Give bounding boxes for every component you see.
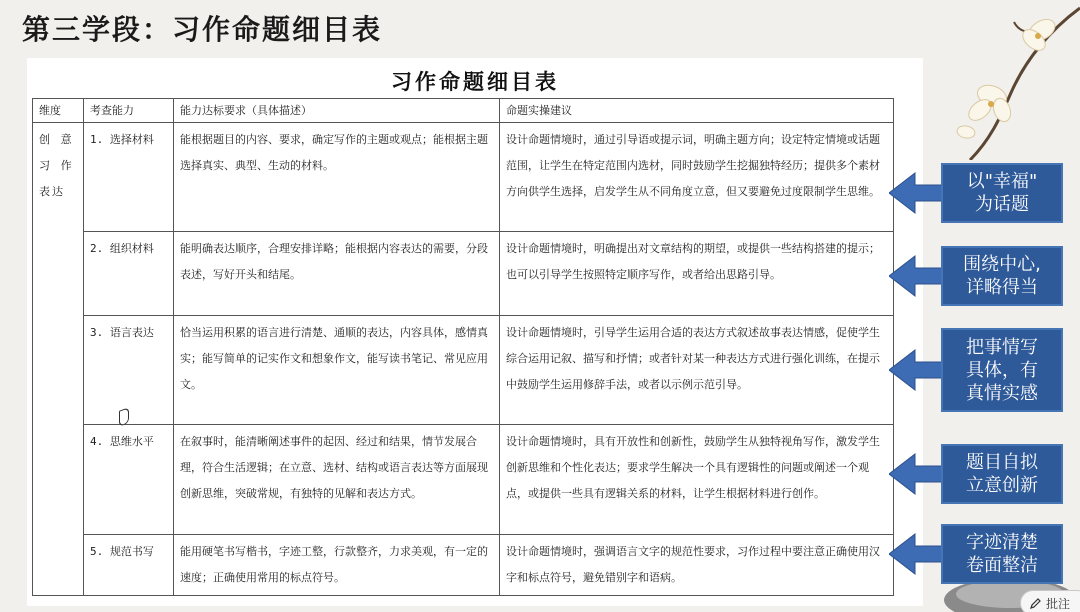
callout-structure (889, 246, 1067, 306)
suggestion-cell: 设计命题情境时，明确提出对文章结构的期望，或提供一些结构搭建的提示；也可以引导学生按照特定顺序写作，或者给出思路引导。 (500, 232, 894, 316)
table-row (33, 123, 894, 232)
table-row (33, 316, 894, 425)
suggestion-cell: 设计命题情境时，具有开放性和创新性，鼓励学生从独特视角写作，激发学生创新思维和个性化表达；要求学生解决一个具有逻辑性的问题或阐述一个观点，或提供一些具有逻辑关系的材料，让学生根据材料进行创作。 (500, 425, 894, 535)
ability-cell: 5. 规范书写 (84, 535, 174, 596)
callout-box: 题目自拟 立意创新 (941, 444, 1063, 504)
header-suggestion: 命题实操建议 (500, 99, 894, 123)
callout-box: 以"幸福" 为话题 (941, 163, 1063, 223)
document-title: 习作命题细目表 (391, 69, 559, 94)
callout-box: 字迹清楚 卷面整洁 (941, 524, 1063, 584)
arrow-left-icon (889, 524, 945, 584)
requirement-cell: 在叙事时，能清晰阐述事件的起因、经过和结果，情节发展合理，符合生活逻辑；在立意、选材、结构或语言表达等方面展现创新思维，突破常规，有独特的见解和表达方式。 (174, 425, 500, 535)
table-row (33, 425, 894, 535)
callout-box: 把事情写 具体，有 真情实感 (941, 328, 1063, 412)
magnolia-decoration (930, 0, 1080, 160)
ability-cell: 4. 思维水平 (84, 425, 174, 535)
suggestion-cell: 设计命题情境时，通过引导语或提示词，明确主题方向；设定特定情境或话题范围，让学生在特定范围内选材，同时鼓励学生挖掘独特经历；提供多个素材方向供学生选择，启发学生从不同角度立意，但又要避免过度限制学生思维。 (500, 123, 894, 232)
suggestion-cell: 设计命题情境时，强调语言文字的规范性要求，习作过程中要注意正确使用汉字和标点符号，避免错别字和语病。 (500, 535, 894, 596)
header-ability: 考查能力 (84, 99, 174, 123)
assessment-table (32, 98, 894, 596)
ability-cell: 2. 组织材料 (84, 232, 174, 316)
header-requirement: 能力达标要求（具体描述） (174, 99, 500, 123)
pen-icon (1029, 597, 1042, 610)
arrow-left-icon (889, 163, 945, 223)
arrow-left-icon (889, 444, 945, 504)
callout-creativity (889, 444, 1067, 504)
requirement-cell: 能用硬笔书写楷书，字迹工整，行款整齐，力求美观，有一定的速度；正确使用常用的标点符号。 (174, 535, 500, 596)
suggestion-cell: 设计命题情境时，引导学生运用合适的表达方式叙述故事表达情感，促使学生综合运用记叙、描写和抒情；或者针对某一种表达方式进行强化训练，在提示中鼓励学生运用修辞手法，或者以示例示范引导。 (500, 316, 894, 425)
arrow-left-icon (889, 246, 945, 306)
ability-cell: 1. 选择材料 (84, 123, 174, 232)
callout-expression (889, 328, 1067, 412)
table-row (33, 535, 894, 596)
requirement-cell: 能明确表达顺序，合理安排详略；能根据内容表达的需要，分段表述，写好开头和结尾。 (174, 232, 500, 316)
requirement-cell: 能根据题目的内容、要求，确定写作的主题或观点；能根据主题选择真实、典型、生动的材料。 (174, 123, 500, 232)
slide-title: 第三学段：习作命题细目表 (22, 13, 383, 46)
annotate-label: 批注 (1046, 597, 1071, 611)
table-header-row (33, 99, 894, 123)
callout-topic (889, 163, 1067, 223)
requirement-cell: 恰当运用积累的语言进行清楚、通顺的表达，内容具体，感情真实；能写简单的记实作文和想象作文，能写读书笔记、常见应用文。 (174, 316, 500, 425)
callout-box: 围绕中心, 详略得当 (941, 246, 1063, 306)
arrow-left-icon (889, 328, 945, 412)
table-row (33, 232, 894, 316)
document-page (27, 58, 923, 606)
annotate-button[interactable] (1020, 590, 1080, 612)
callout-handwriting (889, 524, 1067, 584)
ability-cell: 3. 语言表达 (84, 316, 174, 425)
dimension-label: 创 意 习 作 表达 (39, 133, 74, 198)
header-dimension: 维度 (33, 99, 84, 123)
dimension-cell (33, 123, 84, 596)
